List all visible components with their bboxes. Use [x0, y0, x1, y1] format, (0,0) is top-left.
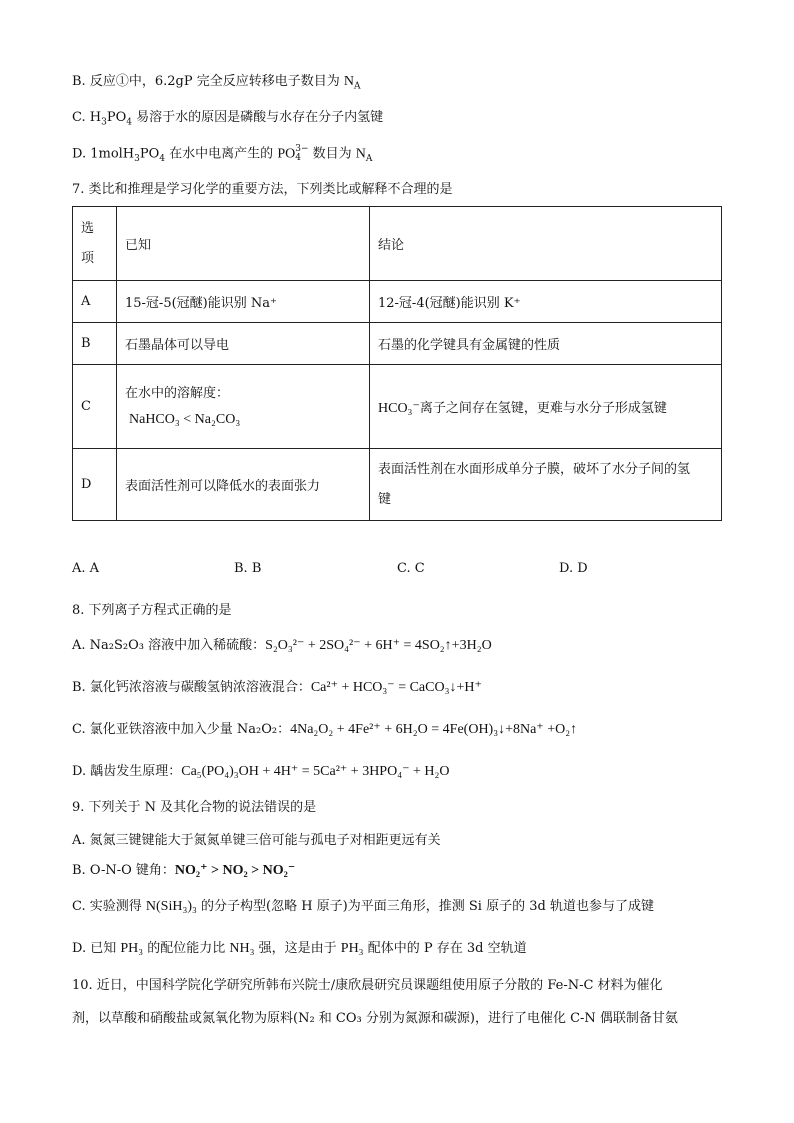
row-a-option: A	[73, 281, 117, 323]
na-symbol: N	[343, 74, 354, 89]
phosphate-ion: PO	[277, 146, 296, 162]
q9-c-formula: N(SiH₃)₃	[145, 899, 197, 914]
phosphate-charge: 3−	[295, 144, 309, 154]
header-known: 已知	[117, 207, 370, 281]
row-c-option: C	[73, 365, 117, 449]
q8-d-equation: Ca₅(PO₄)₃OH + 4H⁺ = 5Ca²⁺ + 3HPO₄⁻ + H₂O	[181, 764, 450, 779]
q7-stem: 7. 类比和推理是学习化学的重要方法，下列类比或解释不合理的是	[72, 182, 453, 197]
phosphate-subscript: 4	[295, 153, 301, 163]
na-subscript: A	[353, 81, 361, 92]
q8-option-a	[72, 637, 492, 655]
choice-a[interactable]: A. A	[72, 561, 100, 576]
na-symbol-2: N	[355, 146, 366, 162]
row-c-known-2: NaHCO₃ < Na₂CO₃	[129, 411, 241, 427]
q9-option-a: A. 氮氮三键键能大于氮氮单键三倍可能与孤电子对相距更远有关	[72, 833, 441, 848]
option-b-line	[72, 73, 360, 91]
q9-d-a: D. 已知	[72, 941, 121, 956]
option-c-text-c: 易溶于水的原因是磷酸与水存在分子内氢键	[136, 110, 384, 125]
q9-stem: 9. 下列关于 N 及其化合物的说法错误的是	[72, 800, 317, 815]
row-b-conclusion: 石墨的化学键具有金属键的性质	[370, 323, 722, 365]
q9-option-b	[72, 862, 295, 880]
row-d-option: D	[73, 449, 117, 521]
q8-a-label: A. Na₂S₂O₃ 溶液中加入稀硫酸：	[72, 638, 266, 653]
q9-option-c	[72, 898, 654, 916]
q8-stem: 8. 下列离子方程式正确的是	[72, 603, 232, 618]
table-row	[73, 281, 722, 323]
bicarbonate-ion: HCO₃⁻	[378, 400, 420, 416]
header-conclusion: 结论	[370, 207, 722, 281]
q9-d-formula-2: NH₃	[229, 941, 255, 956]
row-d-conclusion	[370, 449, 722, 521]
q9-d-b: 的配位能力比	[143, 941, 230, 956]
q8-c-equation: 4Na₂O₂ + 4Fe²⁺ + 6H₂O = 4Fe(OH)₃↓+8Na⁺ +O₂↑	[290, 722, 578, 737]
option-d-text-a: D. 1molH	[72, 146, 135, 162]
q9-d-c: 强，这是由于	[254, 941, 341, 956]
row-d-conclusion-1: 表面活性剂在水面形成单分子膜，破坏了水分子间的氢	[378, 461, 691, 477]
table-row	[73, 365, 722, 449]
row-a-known: 15-冠-5(冠醚)能识别 Na⁺	[117, 281, 370, 323]
q8-a-equation: S₂O₃²⁻ + 2SO₄²⁻ + 6H⁺ = 4SO₂↑+3H₂O	[265, 638, 492, 653]
table-row	[73, 449, 722, 521]
q9-d-formula-3: PH₃	[340, 941, 364, 956]
option-c-line: C. $H_3PO_4$ 易溶于水的原因是磷酸与水存在分子内氢键	[72, 110, 384, 128]
q8-b-equation: Ca²⁺ + HCO₃⁻ = CaCO₃↓+H⁺	[310, 680, 482, 695]
option-d-text-c: 在水中电离产生的	[169, 146, 278, 162]
q8-option-b	[72, 679, 482, 697]
option-b-text: B. 反应①中，6.2gP 完全反应转移电子数目为	[72, 74, 344, 89]
choice-d[interactable]: D. D	[559, 561, 588, 576]
q8-c-label: C. 氯化亚铁溶液中加入少量 Na₂O₂：	[72, 722, 291, 737]
table-header-row	[73, 207, 722, 281]
q9-b-label: B. O-N-O 键角：	[72, 863, 175, 878]
option-d-line: D. $1molH_3PO_4$ 在水中电离产生的 PO 3− 4 数目为 $N_A$	[72, 144, 373, 165]
choice-c[interactable]: C. C	[397, 561, 425, 576]
q9-option-d	[72, 940, 527, 958]
table-row	[73, 323, 722, 365]
row-b-option: B	[73, 323, 117, 365]
q8-d-label: D. 龋齿发生原理：	[72, 764, 182, 779]
header-option-1: 选	[81, 220, 95, 236]
q9-d-formula-1: PH₃	[120, 941, 144, 956]
choice-b[interactable]: B. B	[234, 561, 262, 576]
q10-line-2: 剂，以草酸和硝酸盐或氮氧化物为原料(N₂ 和 CO₃ 分别为氮源和碳源)，进行了电催化 C-N 偶联制备甘氨	[72, 1011, 678, 1026]
q8-option-c	[72, 721, 577, 739]
option-c-text-a: C. H	[72, 110, 102, 125]
row-a-conclusion: 12-冠-4(冠醚)能识别 K⁺	[370, 281, 722, 323]
q10-line-1: 10. 近日，中国科学院化学研究所韩布兴院士/康欣晨研究员课题组使用原子分散的 Fe-N-C 材料为催化	[72, 978, 663, 993]
q9-d-d: 配体中的 P 存在 3d 空轨道	[363, 941, 527, 956]
option-d-text-d: 数目为	[308, 146, 356, 162]
q8-b-label: B. 氯化钙浓溶液与碳酸氢钠浓溶液混合：	[72, 680, 311, 695]
header-option	[73, 207, 117, 281]
row-c-known	[117, 365, 370, 449]
q9-c-label: C. 实验测得	[72, 899, 146, 914]
header-option-2: 项	[81, 250, 95, 266]
option-c-text-b: PO	[106, 110, 127, 125]
row-b-known: 石墨晶体可以导电	[117, 323, 370, 365]
q9-c-rest: 的分子构型(忽略 H 原子)为平面三角形，推测 Si 原子的 3d 轨道也参与了成键	[196, 899, 654, 914]
row-d-known: 表面活性剂可以降低水的表面张力	[117, 449, 370, 521]
q8-option-d	[72, 763, 449, 781]
row-c-conclusion	[370, 365, 722, 449]
option-d-text-b: PO	[139, 146, 160, 162]
row-c-known-1: 在水中的溶解度：	[125, 385, 230, 401]
na-subscript-2: A	[365, 154, 373, 165]
row-d-conclusion-2: 键	[378, 491, 392, 507]
q9-b-equation: NO₂⁺ > NO₂ > NO₂⁻	[174, 863, 296, 878]
row-c-conclusion-text: 离子之间存在氢键，更难与水分子形成氢键	[419, 400, 667, 416]
q7-table	[72, 206, 722, 521]
